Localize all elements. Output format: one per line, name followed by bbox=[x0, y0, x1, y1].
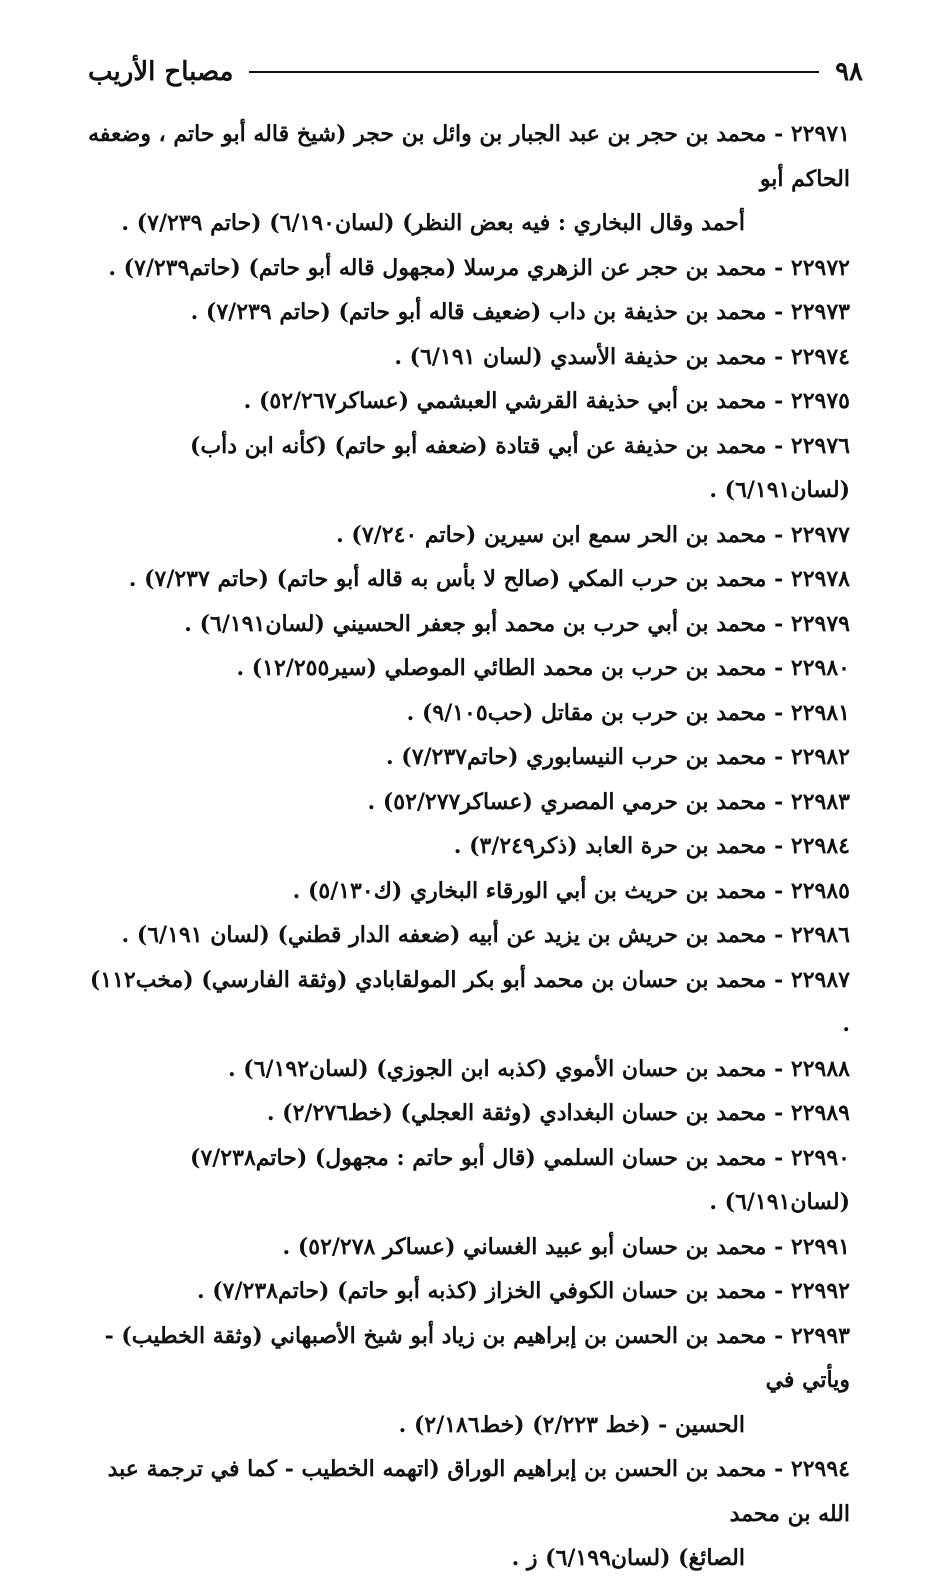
entry-number: ٢٢٩٧١ bbox=[790, 121, 850, 147]
entry: ٢٢٩٩٢ - محمد بن حسان الكوفي الخزاز (كذبه أبو حاتم) (حاتم٧/٢٣٨) . bbox=[196, 1278, 850, 1304]
entry-number: ٢٢٩٧٦ bbox=[790, 432, 850, 459]
entry-text: محمد بن حذيفة الأسدي (لسان ٦/١٩١) . bbox=[394, 343, 767, 370]
entry-text: محمد بن حرب المكي (صالح لا بأس به قاله أبو حاتم) (حاتم ٧/٢٣٧) . bbox=[128, 566, 767, 592]
entry-number: ٢٢٩٩٣ bbox=[790, 1322, 850, 1349]
entry-number: ٢٢٩٨٨ bbox=[790, 1055, 850, 1082]
entry: ٢٢٩٧٤ - محمد بن حذيفة الأسدي (لسان ٦/١٩١) . bbox=[394, 343, 850, 370]
entry-text: محمد بن حجر عن الزهري مرسلا (مجهول قاله أبو حاتم) (حاتم٧/٢٣٩) . bbox=[108, 254, 767, 281]
entry: ٢٢٩٧٧ - محمد بن الحر سمع ابن سيرين (حاتم ٧/٢٤٠) . bbox=[336, 521, 850, 548]
entry: ٢٢٩٩١ - محمد بن حسان أبو عبيد الغساني (عساكر ٥٢/٢٧٨) . bbox=[282, 1233, 850, 1260]
entry-text: محمد بن حرب بن محمد الطائي الموصلي (سير١٢/٢٥٥) . bbox=[236, 655, 767, 681]
entry-number: ٢٢٩٧٩ bbox=[790, 610, 850, 637]
entry-number: ٢٢٩٧٧ bbox=[790, 521, 850, 548]
entry: ٢٢٩٨٢ - محمد بن حرب النيسابوري (حاتم٧/٢٣٧) . bbox=[385, 744, 850, 770]
entry-text: محمد بن أبي حرب بن محمد أبو جعفر الحسيني (لسان٦/١٩١) . bbox=[184, 610, 767, 637]
entry-number: ٢٢٩٨٩ bbox=[790, 1100, 850, 1126]
entry: ٢٢٩٩٣ - محمد بن الحسن بن إبراهيم بن زياد أبو شيخ الأصبهاني (وثقة الخطيب) - ويأتي في الحسين - (خط ٢/٢٢٣) (خط٢/١٨٦) . bbox=[80, 1314, 850, 1448]
entry: ٢٢٩٩٠ - محمد بن حسان السلمي (قال أبو حاتم : مجهول) (حاتم٧/٢٣٨) (لسان٦/١٩١) . bbox=[190, 1144, 850, 1215]
entry: ٢٢٩٧٣ - محمد بن حذيفة بن داب (ضعيف قاله أبو حاتم) (حاتم ٧/٢٣٩) . bbox=[190, 299, 850, 325]
page-number: ٩٨ bbox=[835, 57, 863, 87]
entry: ٢٢٩٨٩ - محمد بن حسان البغدادي (وثقة العجلي) (خط٢/٢٧٦) . bbox=[266, 1100, 850, 1126]
entry: ٢٢٩٧٨ - محمد بن حرب المكي (صالح لا بأس به قاله أبو حاتم) (حاتم ٧/٢٣٧) . bbox=[128, 566, 850, 592]
entry-number: ٢٢٩٨٤ bbox=[790, 833, 850, 859]
entry-text: محمد بن حسان أبو عبيد الغساني (عساكر ٥٢/٢٧٨) . bbox=[282, 1233, 767, 1260]
entry-number: ٢٢٩٨٥ bbox=[790, 877, 850, 904]
entry-list bbox=[80, 112, 850, 1581]
entry-text: محمد بن حجر بن عبد الجبار بن وائل بن حجر (شيخ قاله أبو حاتم ، وضعفه الحاكم أبو bbox=[88, 121, 850, 192]
entry-text: محمد بن حذيفة عن أبي قتادة (ضعفه أبو حاتم) (كأنه ابن دأب) (لسان٦/١٩١) . bbox=[190, 432, 850, 503]
entry-text: محمد بن أبي حذيفة القرشي العبشمي (عساكر٥٢/٢٦٧) . bbox=[243, 388, 767, 414]
entry-number: ٢٢٩٩٢ bbox=[790, 1278, 850, 1304]
entry-text: محمد بن حذيفة بن داب (ضعيف قاله أبو حاتم) (حاتم ٧/٢٣٩) . bbox=[190, 299, 767, 325]
entry-continuation: الصائغ) (لسان٦/١٩٩) ز . bbox=[511, 1545, 745, 1571]
entry-number: ٢٢٩٩٠ bbox=[790, 1144, 850, 1171]
entry-text: محمد بن حسان الأموي (كذبه ابن الجوزي) (لسان٦/١٩٢) . bbox=[227, 1055, 767, 1082]
entry: ٢٢٩٧٥ - محمد بن أبي حذيفة القرشي العبشمي (عساكر٥٢/٢٦٧) . bbox=[243, 388, 850, 414]
entry-number: ٢٢٩٨٣ bbox=[790, 788, 850, 815]
entry-text: محمد بن حرة العابد (ذكر٣/٢٤٩) . bbox=[453, 833, 767, 859]
entry: ٢٢٩٨٦ - محمد بن حريش بن يزيد عن أبيه (ضعفه الدار قطني) (لسان ٦/١٩١) . bbox=[121, 922, 850, 948]
book-title: مصباح الأريب bbox=[88, 57, 234, 87]
entry-number: ٢٢٩٩١ bbox=[790, 1233, 850, 1260]
entry-number: ٢٢٩٨٧ bbox=[790, 966, 850, 993]
entry: ٢٢٩٨٧ - محمد بن حسان بن محمد أبو بكر المولقابادي (وثقة الفارسي) (مخب١١٢) . bbox=[89, 966, 850, 1037]
entry-number: ٢٢٩٨٠ bbox=[790, 655, 850, 681]
entry-number: ٢٢٩٧٤ bbox=[790, 343, 850, 370]
entry: ٢٢٩٧١ - محمد بن حجر بن عبد الجبار بن وائل بن حجر (شيخ قاله أبو حاتم ، وضعفه الحاكم أبو أحمد وقال البخاري : فيه بعض النظر) (لسان٦/١٩٠) (حاتم ٧/٢٣٩) . bbox=[80, 112, 850, 246]
entry: ٢٢٩٧٢ - محمد بن حجر عن الزهري مرسلا (مجهول قاله أبو حاتم) (حاتم٧/٢٣٩) . bbox=[108, 254, 850, 281]
entry-number: ٢٢٩٩٤ bbox=[790, 1456, 850, 1482]
entry-continuation: أحمد وقال البخاري : فيه بعض النظر) (لسان٦/١٩٠) (حاتم ٧/٢٣٩) . bbox=[121, 210, 745, 236]
entry: ٢٢٩٨١ - محمد بن حرب بن مقاتل (حب٩/١٠٥) . bbox=[406, 699, 850, 726]
entry: ٢٢٩٨٣ - محمد بن حرمي المصري (عساكر٥٢/٢٧٧) . bbox=[367, 788, 850, 815]
entry: ٢٢٩٨٨ - محمد بن حسان الأموي (كذبه ابن الجوزي) (لسان٦/١٩٢) . bbox=[227, 1055, 850, 1082]
entry-number: ٢٢٩٧٥ bbox=[790, 388, 850, 414]
entry: ٢٢٩٨٥ - محمد بن حريث بن أبي الورقاء البخاري (ك٥/١٣٠) . bbox=[292, 877, 850, 904]
entry-number: ٢٢٩٨٢ bbox=[790, 744, 850, 770]
page-header bbox=[88, 52, 863, 92]
entry: ٢٢٩٨٠ - محمد بن حرب بن محمد الطائي الموصلي (سير١٢/٢٥٥) . bbox=[236, 655, 850, 681]
entry-text: محمد بن حريث بن أبي الورقاء البخاري (ك٥/١٣٠) . bbox=[292, 877, 767, 904]
entry-text: محمد بن حريش بن يزيد عن أبيه (ضعفه الدار قطني) (لسان ٦/١٩١) . bbox=[121, 922, 767, 948]
entry-text: محمد بن الحر سمع ابن سيرين (حاتم ٧/٢٤٠) . bbox=[336, 521, 767, 548]
entry: ٢٢٩٨٤ - محمد بن حرة العابد (ذكر٣/٢٤٩) . bbox=[453, 833, 850, 859]
entry-text: محمد بن حسان الكوفي الخزاز (كذبه أبو حاتم) (حاتم٧/٢٣٨) . bbox=[196, 1278, 767, 1304]
entry-text: محمد بن الحسن بن إبراهيم بن زياد أبو شيخ الأصبهاني (وثقة الخطيب) - ويأتي في bbox=[104, 1322, 850, 1393]
entry-text: محمد بن حسان السلمي (قال أبو حاتم : مجهول) (حاتم٧/٢٣٨) (لسان٦/١٩١) . bbox=[190, 1144, 850, 1215]
entry-text: محمد بن حسان البغدادي (وثقة العجلي) (خط٢/٢٧٦) . bbox=[266, 1100, 767, 1126]
entry-number: ٢٢٩٧٣ bbox=[790, 299, 850, 325]
entry: ٢٢٩٧٦ - محمد بن حذيفة عن أبي قتادة (ضعفه أبو حاتم) (كأنه ابن دأب) (لسان٦/١٩١) . bbox=[190, 432, 850, 503]
entry: ٢٢٩٩٤ - محمد بن الحسن بن إبراهيم الوراق (اتهمه الخطيب - كما في ترجمة عبد الله بن محمد الصائغ) (لسان٦/١٩٩) ز . bbox=[80, 1447, 850, 1581]
header-rule bbox=[249, 71, 819, 73]
entry-text: محمد بن حسان بن محمد أبو بكر المولقابادي (وثقة الفارسي) (مخب١١٢) . bbox=[89, 966, 850, 1037]
entry-number: ٢٢٩٨٦ bbox=[790, 922, 850, 948]
entry-text: محمد بن حرب النيسابوري (حاتم٧/٢٣٧) . bbox=[385, 744, 767, 770]
entry-number: ٢٢٩٧٢ bbox=[790, 254, 850, 281]
entry-number: ٢٢٩٨١ bbox=[790, 699, 850, 726]
entry: ٢٢٩٧٩ - محمد بن أبي حرب بن محمد أبو جعفر الحسيني (لسان٦/١٩١) . bbox=[184, 610, 850, 637]
entry-text: محمد بن حرب بن مقاتل (حب٩/١٠٥) . bbox=[406, 699, 767, 726]
entry-number: ٢٢٩٧٨ bbox=[790, 566, 850, 592]
entry-continuation: الحسين - (خط ٢/٢٢٣) (خط٢/١٨٦) . bbox=[398, 1411, 745, 1438]
entry-text: محمد بن الحسن بن إبراهيم الوراق (اتهمه الخطيب - كما في ترجمة عبد الله بن محمد bbox=[107, 1456, 850, 1527]
entry-text: محمد بن حرمي المصري (عساكر٥٢/٢٧٧) . bbox=[367, 788, 767, 815]
